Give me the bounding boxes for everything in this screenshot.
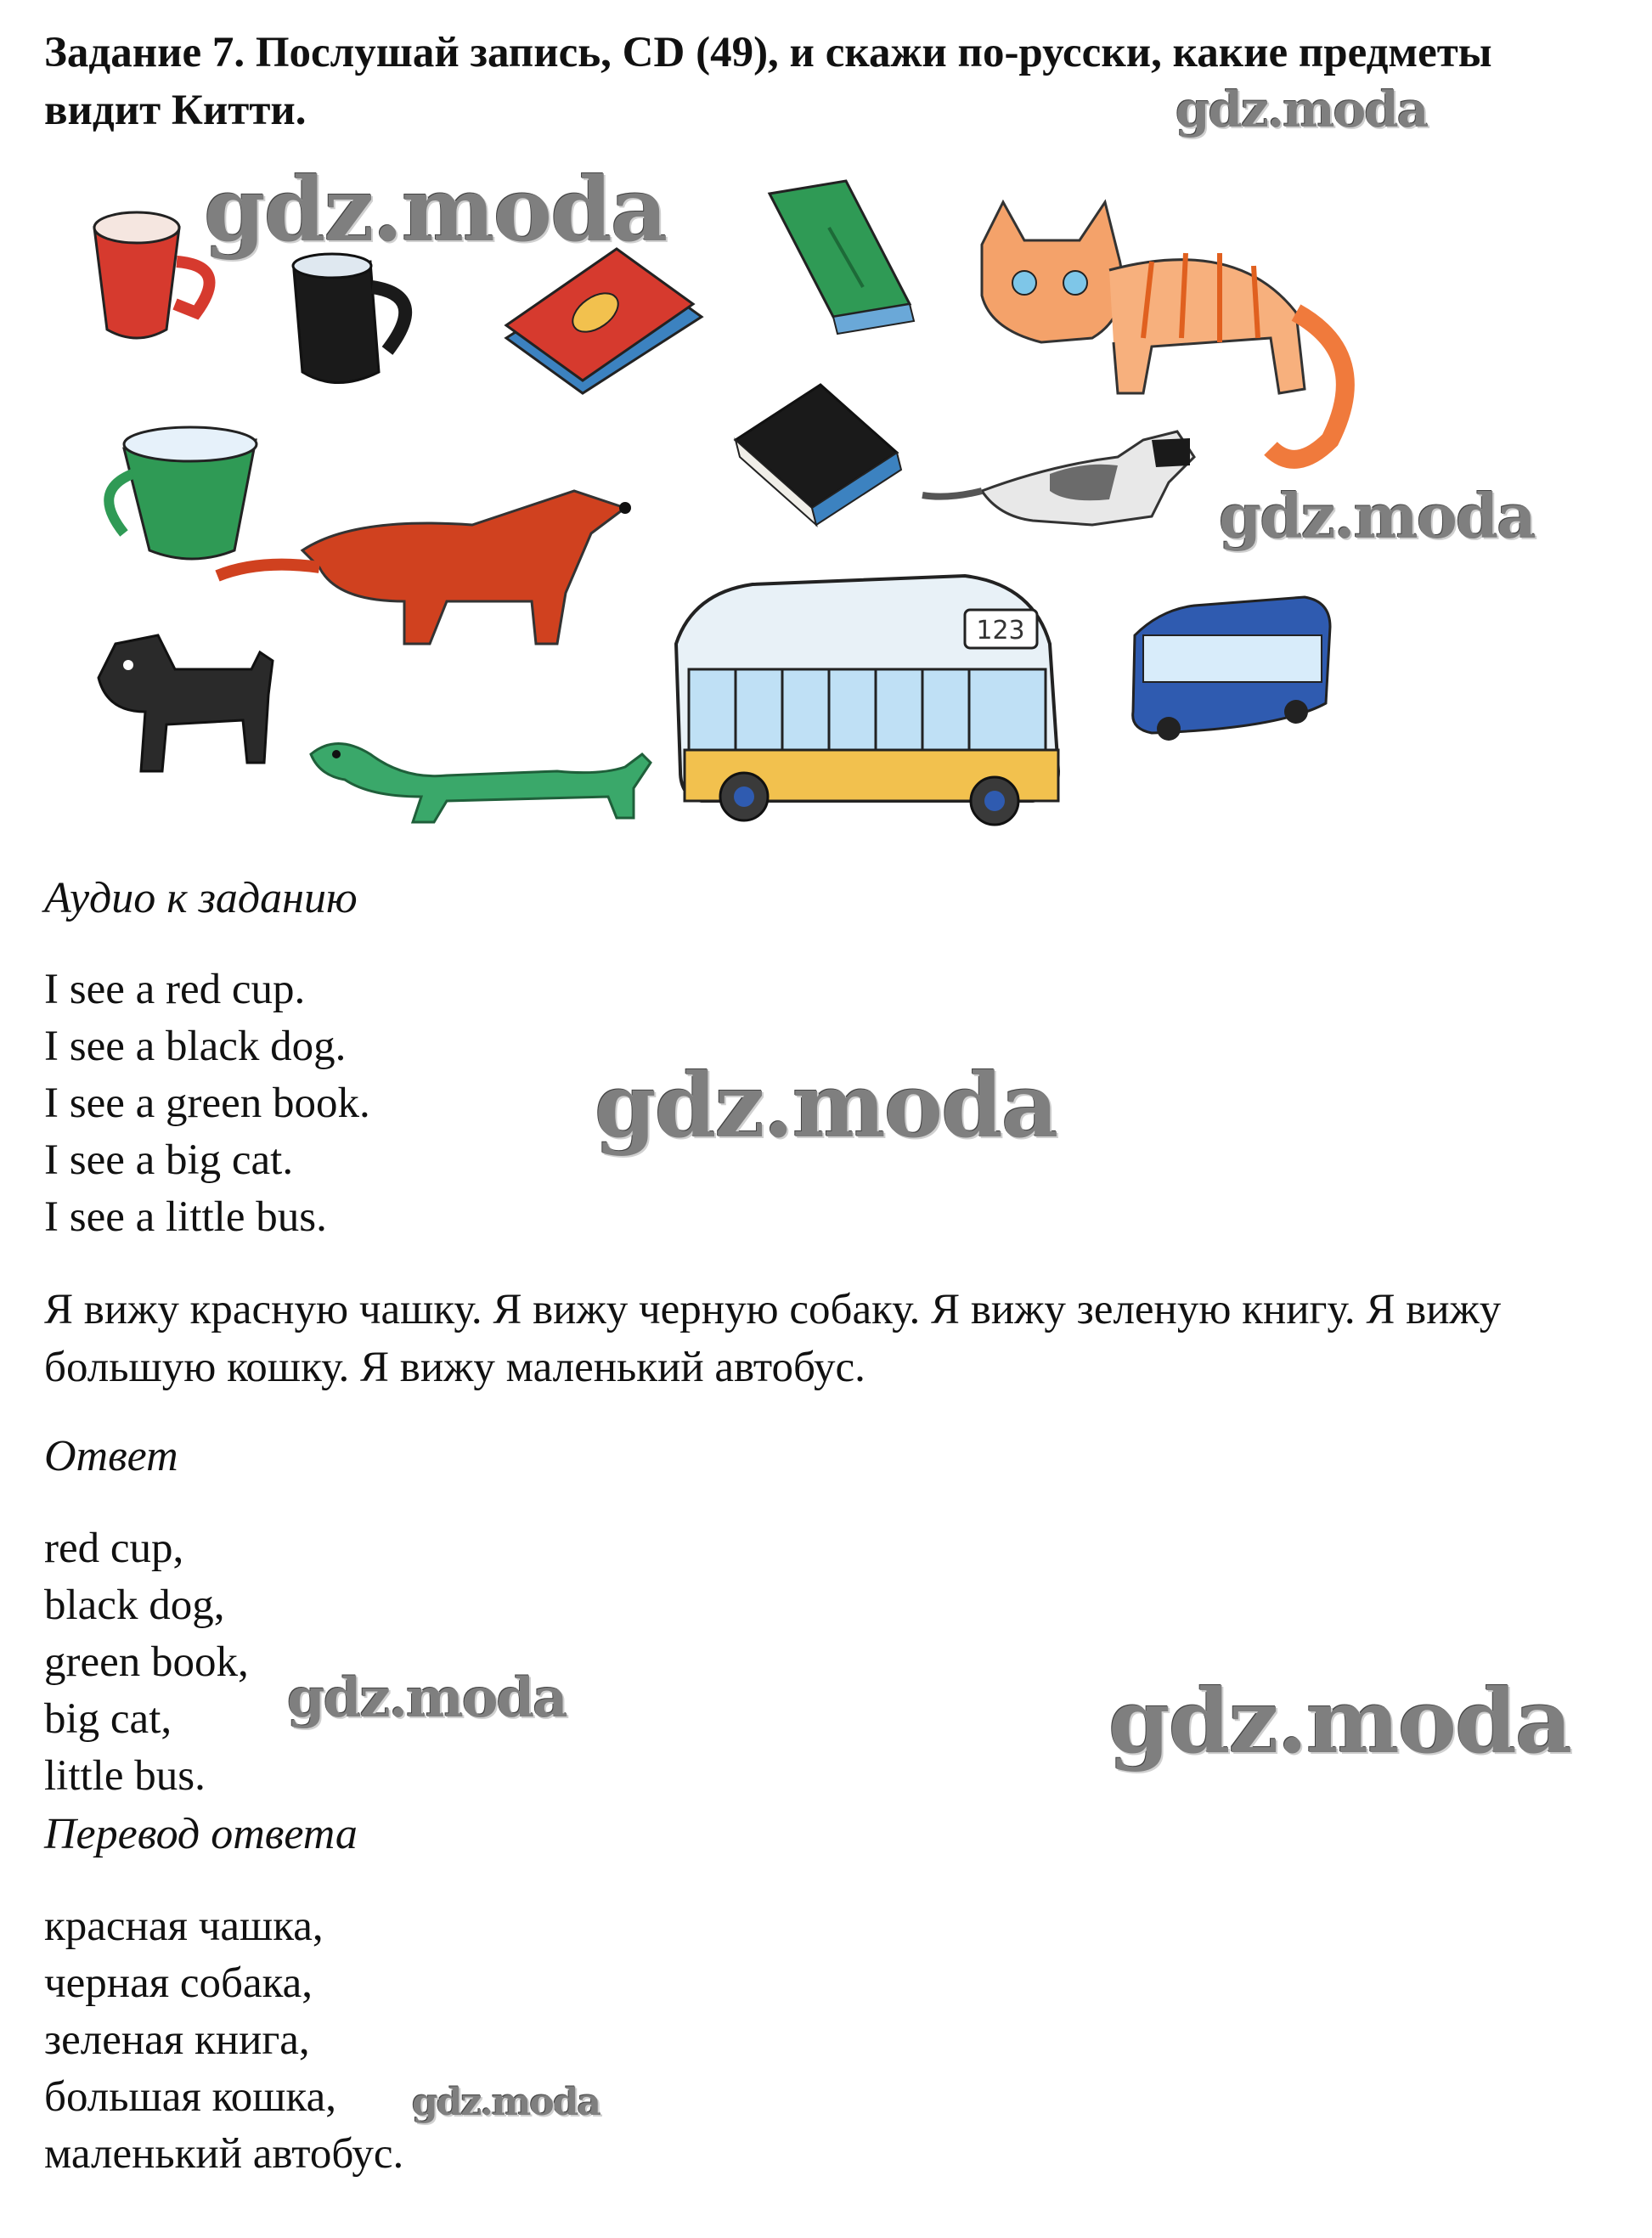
translation-line: маленький автобус. <box>44 2130 404 2178</box>
answer-line: little bus. <box>44 1752 206 1800</box>
watermark-logo: gdz.moda <box>287 1666 567 1730</box>
black-dog-icon <box>99 635 273 771</box>
bus-number: 123 <box>976 616 1025 645</box>
answer-list <box>44 1520 249 1805</box>
translation-line: зеленая книга, <box>44 2016 310 2064</box>
audio-line: I see a red cup. <box>44 966 306 1013</box>
translation-line: большая кошка, <box>44 2073 336 2121</box>
answer-section-label: Ответ <box>44 1432 178 1480</box>
watermark-logo: gdz.moda <box>204 157 667 262</box>
watermark-logo: gdz.moda <box>595 1053 1057 1158</box>
green-cup-icon <box>109 427 257 559</box>
little-cat-icon <box>922 431 1194 525</box>
answer-line: red cup, <box>44 1525 184 1572</box>
green-book-icon <box>770 181 914 334</box>
red-book-icon <box>506 249 702 393</box>
watermark-logo: gdz.moda <box>1176 81 1428 138</box>
audio-line: I see a big cat. <box>44 1136 294 1184</box>
red-cup-icon <box>94 212 210 338</box>
big-bus-icon <box>676 576 1058 825</box>
audio-transcript <box>44 961 370 1246</box>
green-dog-icon <box>311 744 651 823</box>
answer-translation-label: Перевод ответа <box>44 1810 358 1858</box>
task-illustration <box>48 168 1381 837</box>
little-bus-icon <box>1133 597 1330 741</box>
task-title: Задание 7. Послушай запись, CD (49), и скажи по-русски, какие предметы видит Китти. <box>44 29 1492 134</box>
audio-line: I see a black dog. <box>44 1023 347 1070</box>
answer-line: black dog, <box>44 1581 225 1629</box>
black-book-icon <box>736 385 901 525</box>
answer-line: big cat, <box>44 1695 172 1743</box>
black-cup-icon <box>293 254 405 383</box>
audio-line: I see a little bus. <box>44 1193 327 1241</box>
answer-line: green book, <box>44 1638 249 1686</box>
audio-line: I see a green book. <box>44 1080 370 1127</box>
big-cat-icon <box>982 202 1345 459</box>
red-dog-icon <box>217 491 631 644</box>
translation-line: красная чашка, <box>44 1903 324 1950</box>
translation-line: черная собака, <box>44 1959 313 2007</box>
watermark-logo: gdz.moda <box>412 2081 600 2124</box>
audio-section-label: Аудио к заданию <box>44 874 358 922</box>
watermark-logo: gdz.moda <box>1219 480 1535 552</box>
audio-translation: Я вижу красную чашку. Я вижу черную собаку. Я вижу зеленую книгу. Я вижу большую кошку. Я вижу маленький автобус. <box>44 1286 1502 1391</box>
answer-translation-list <box>44 1898 403 2183</box>
watermark-logo: gdz.moda <box>1108 1669 1571 1773</box>
